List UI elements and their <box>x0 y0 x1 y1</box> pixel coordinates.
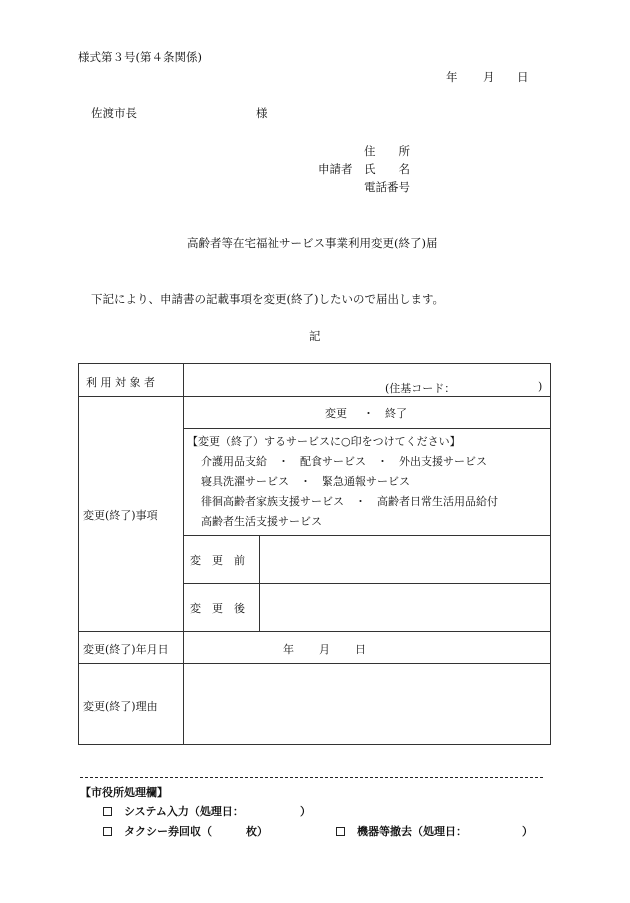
end-word: 終了 <box>385 407 407 420</box>
taxi-checkbox[interactable] <box>103 827 112 836</box>
taxi-unit: 枚） <box>246 825 268 838</box>
cut-line <box>80 777 543 778</box>
header-date-year: 年 <box>446 70 458 84</box>
service-line-3: 徘徊高齢者家族支援サービス ・ 高齢者日常生活用品給付 <box>201 495 498 508</box>
service-line-1: 介護用品支給 ・ 配食サービス ・ 外出支援サービス <box>201 455 487 468</box>
basic-code-close: ) <box>538 380 543 393</box>
addressee-honorific: 様 <box>256 106 268 120</box>
office-item-system <box>103 803 244 819</box>
system-label: システム入力（処理日： <box>124 805 244 818</box>
main-table <box>78 363 551 745</box>
change-word: 変更 <box>325 407 347 420</box>
office-item-equipment <box>336 823 467 839</box>
equipment-close: ） <box>522 825 533 838</box>
office-heading: 【市役所処理欄】 <box>80 786 168 799</box>
row-user-label: 利 用 対 象 者 <box>86 376 155 389</box>
equipment-label: 機器等撤去（処理日： <box>357 825 467 838</box>
change-dot: ・ <box>363 407 374 420</box>
row-date-year: 年 <box>283 643 294 656</box>
equipment-checkbox[interactable] <box>336 827 345 836</box>
applicant-phone-label: 電話番号 <box>364 180 410 194</box>
applicant-address-label: 住 所 <box>364 144 410 158</box>
row-date-month: 月 <box>319 643 330 656</box>
before-label: 変 更 前 <box>190 554 245 567</box>
form-number: 様式第３号(第４条関係) <box>78 50 202 64</box>
row-matter-label: 変更(終了)事項 <box>83 509 158 522</box>
row-date-day: 日 <box>355 643 366 656</box>
office-item-taxi <box>103 823 212 839</box>
basic-code-label: (住基コード： <box>385 382 456 395</box>
addressee-name: 佐渡市長 <box>91 106 137 120</box>
intro-text: 下記により、申請書の記載事項を変更(終了)したいので届出します。 <box>91 292 445 306</box>
system-close: ） <box>300 805 311 818</box>
row-date-label: 変更(終了)年月日 <box>83 643 169 656</box>
header-date-month: 月 <box>483 70 495 84</box>
ki-label: 記 <box>309 329 321 343</box>
service-line-4: 高齢者生活支援サービス <box>201 515 322 528</box>
row-reason-label: 変更(終了)理由 <box>83 700 158 713</box>
system-checkbox[interactable] <box>103 807 112 816</box>
applicant-name-label: 氏 名 <box>364 162 410 176</box>
after-label: 変 更 後 <box>190 602 245 615</box>
document-title: 高齢者等在宅福祉サービス事業利用変更(終了)届 <box>187 236 438 250</box>
applicant-label: 申請者 <box>318 162 353 176</box>
taxi-label: タクシー券回収（ <box>124 825 212 838</box>
header-date-day: 日 <box>517 70 529 84</box>
service-line-2: 寝具洗濯サービス ・ 緊急通報サービス <box>201 475 410 488</box>
service-instruction: 【変更（終了）するサービスに○印をつけてください】 <box>187 435 461 448</box>
